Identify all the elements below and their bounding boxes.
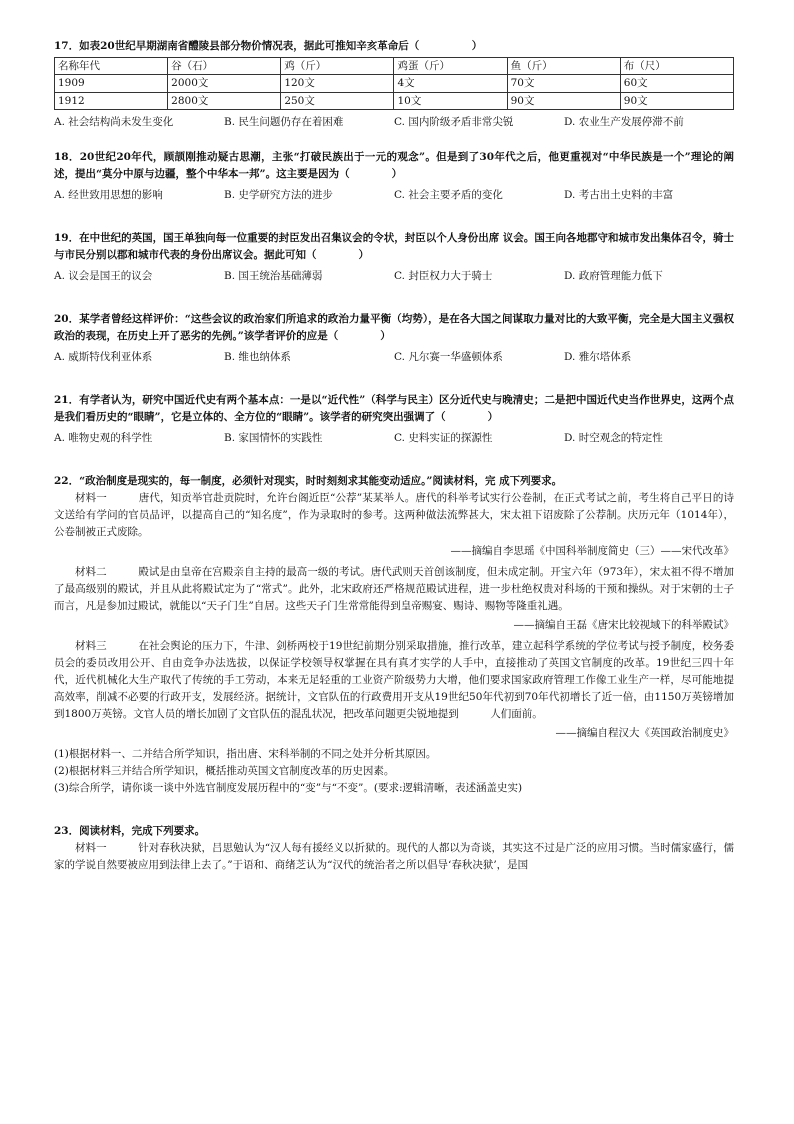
table-cell: 2800文 (168, 92, 281, 109)
option-a: A. 唯物史观的科学性 (54, 431, 153, 444)
option-d: D. 考古出土史料的丰富 (564, 188, 674, 201)
table-header-cell: 谷（石） (168, 58, 281, 75)
question-19 (54, 230, 734, 285)
question-17 (54, 38, 734, 131)
price-table (54, 57, 734, 110)
question-stem: 23．阅读材料，完成下列要求。 (54, 824, 206, 837)
question-stem: 21．有学者认为，研究中国近代史有两个基本点：一是以“近代性”（科学与民主）区分近代史与晚清史；二是把中国近代史当作世界史，这两个点是我们看历史的“眼睛”，它是立体的、全方位的“眼睛”。该学者的研究突出强调了（ ） (54, 393, 734, 423)
table-row (55, 75, 734, 92)
table-header-cell: 布（尺） (620, 58, 733, 75)
table-cell: 1912 (55, 92, 168, 109)
table-cell: 1909 (55, 75, 168, 92)
table-cell: 90文 (507, 92, 620, 109)
table-header-cell: 鸡（斤） (281, 58, 394, 75)
material-source: ——摘编自王磊《唐宋比较视域下的科举殿试》 (513, 618, 734, 631)
option-b: B. 维也纳体系 (224, 350, 291, 363)
table-cell: 70文 (507, 75, 620, 92)
option-b: B. 国王统治基础薄弱 (224, 269, 323, 282)
question-stem: 22．“政治制度是现实的，每一制度，必须针对现实，时时刻刻求其能变动适应。”阅读材料，完 成下列要求。 (54, 474, 563, 487)
option-d: D. 政府管理能力低下 (564, 269, 663, 282)
task-list (54, 746, 734, 797)
table-cell: 4文 (394, 75, 507, 92)
option-a: A. 威斯特伐利亚体系 (54, 350, 153, 363)
option-b: B. 家国情怀的实践性 (224, 431, 323, 444)
table-cell: 250文 (281, 92, 394, 109)
material-source: ——摘编自李思瑶《中国科举制度简史（三）——宋代改革》 (450, 544, 734, 557)
question-22 (54, 473, 734, 797)
table-cell: 120文 (281, 75, 394, 92)
question-stem: 20．某学者曾经这样评价：“这些会议的政治家们所追求的政治力量平衡（均势），是在各大国之间谋取力量对比的大致平衡，完全是大国主义强权政治的表现，在历史上开了恶劣的先例。”该学者评价的应是（ ） (54, 312, 734, 342)
material-paragraph: 材料一 针对春秋决狱，吕思勉认为“汉人每有援经义以折狱的。现代的人都以为奇谈，其实这不过是广泛的应用习惯。当时儒家盛行，儒家的学说自然要被应用到法律上去了。”于语和、商绪芝认为“汉代的统治者之所以倡导‘春秋决狱’，是国 (54, 841, 734, 871)
option-c: C. 社会主要矛盾的变化 (394, 188, 503, 201)
answer-options (54, 187, 734, 204)
option-d: D. 农业生产发展停滞不前 (564, 115, 684, 128)
option-b: B. 民生问题仍存在着困难 (224, 115, 344, 128)
option-c: C. 凡尔赛一华盛顿体系 (394, 350, 503, 363)
answer-options (54, 114, 734, 131)
table-row (55, 92, 734, 109)
task-item: (2)根据材料三并结合所学知识，概括推动英国文官制度改革的历史因素。 (54, 764, 395, 777)
option-a: A. 社会结构尚未发生变化 (54, 115, 174, 128)
question-21 (54, 392, 734, 447)
task-item: (1)根据材料一、二并结合所学知识，指出唐、宋科举制的不同之处并分析其原因。 (54, 747, 437, 760)
answer-options (54, 268, 734, 285)
table-cell: 60文 (620, 75, 733, 92)
question-stem: 17．如表20世纪早期湖南省醴陵县部分物价情况表，据此可推知辛亥革命后（ ） (54, 40, 483, 52)
material-source: ——摘编自程汉大《英国政治制度史》 (555, 726, 734, 739)
table-cell: 2000文 (168, 75, 281, 92)
option-b: B. 史学研究方法的进步 (224, 188, 333, 201)
material-paragraph: 材料二 殿试是由皇帝在宫殿亲自主持的最高一级的考试。唐代武则天首创该制度，但未成定制。开宝六年（973年），宋太祖不得不增加了最高级别的殿试，并且从此将殿试定为了“常式”。此外，北宋政府还严格规范殿试进程，进一步杜绝权贵对科场的干预和操纵。对于宋朝的士子而言，凡是参加过殿试，就能以“天子门生”自居。这些天子门生常常能得到皇帝赐宴、赐诗、赐物等隆重礼遇。 (54, 565, 734, 612)
answer-options (54, 349, 734, 366)
table-header-cell: 名称年代 (55, 58, 168, 75)
question-stem: 19．在中世纪的英国，国王单独向每一位重要的封臣发出召集议会的令状，封臣以个人身份出席 议会。国王向各地郡守和城市发出集体召令，骑士与市民分别以郡和城市代表的身份出席议会。据此可知（ ） (54, 231, 734, 261)
table-header-cell: 鱼（斤） (507, 58, 620, 75)
option-c: C. 史料实证的探源性 (394, 431, 493, 444)
table-cell: 90文 (620, 92, 733, 109)
question-18 (54, 149, 734, 204)
option-a: A. 议会是国王的议会 (54, 269, 153, 282)
question-23 (54, 823, 734, 874)
option-d: D. 雅尔塔体系 (564, 350, 632, 363)
option-c: C. 国内阶级矛盾非常尖锐 (394, 115, 514, 128)
option-c: C. 封臣权力大于骑士 (394, 269, 493, 282)
task-item: (3)综合所学，请你谈一谈中外选官制度发展历程中的“变”与“不变”。(要求:逻辑清晰，表述涵盖史实) (54, 781, 523, 794)
material-paragraph: 材料三 在社会舆论的压力下，牛津、剑桥两校于19世纪前期分别采取措施，推行改革，建立起科学系统的学位考试与授予制度，校务委员会的委员改用公开、自由竞争办法选拔，以保证学校领导权掌握在具有真才实学的人手中，直接推动了英国文官制度的改革。19世纪三四十年代，近代机械化大生产取代了传统的手工劳动，本来无足轻重的工业资产阶级势力大增，他们要求国家政府管理工作像工业生产一样，尽可能地提高效率，削减不必要的行政开支，发展经济。据统计，文官队伍的行政费用开支从19世纪50年代初到70年代初增长了近一倍，由1150万英镑增加到1800万英镑。文官人员的增长加剧了文官队伍的混乱状况，把改革问题更尖锐地提到 人们面前。 (54, 639, 734, 720)
table-cell: 10文 (394, 92, 507, 109)
question-stem: 18．20世纪20年代，顾颉刚推动疑古思潮，主张“打破民族出于一元的观念”。但是到了30年代之后，他更重视对“中华民族是一个”理论的阐述，提出“莫分中原与边疆，整个中华本一邦”。这主要是因为（ ） (54, 150, 734, 180)
table-header-row (55, 58, 734, 75)
table-header-cell: 鸡蛋（斤） (394, 58, 507, 75)
option-a: A. 经世致用思想的影响 (54, 188, 163, 201)
answer-options (54, 430, 734, 447)
material-paragraph: 材料一 唐代，知贡举官赴贡院时，允许台阁近臣“公荐”某某举人。唐代的科举考试实行公卷制，在正式考试之前，考生将自己平日的诗文送给有学问的官员品评，以提高自己的“知名度”，作为录取时的参考。这两种做法流弊甚大，宋太祖下诏废除了公荐制。庆历元年（1014年），公卷制被正式废除。 (54, 491, 734, 538)
question-20 (54, 311, 734, 366)
option-d: D. 时空观念的特定性 (564, 431, 663, 444)
